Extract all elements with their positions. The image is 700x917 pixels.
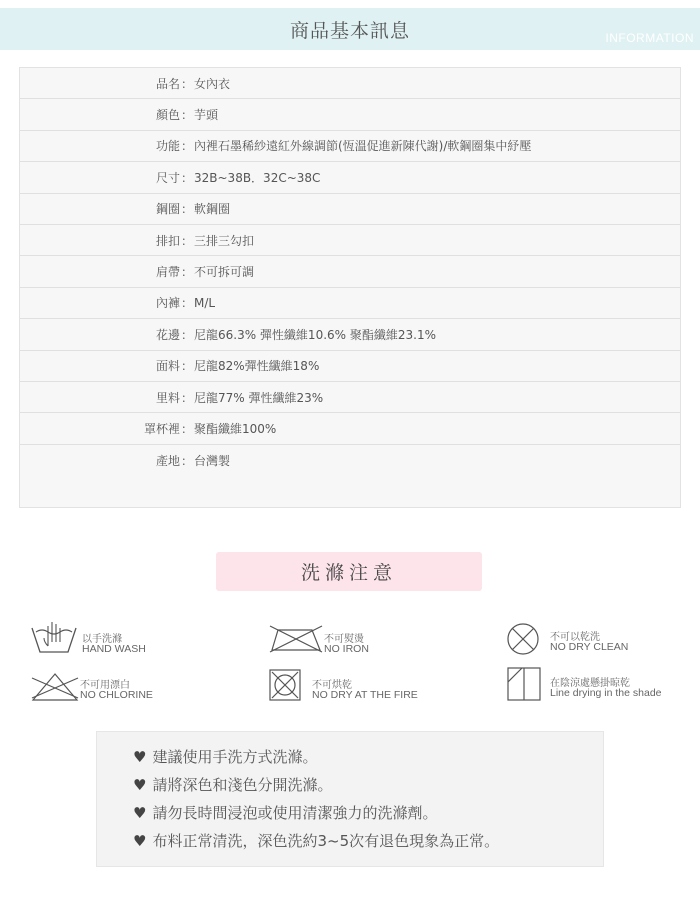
line-dry-shade-icon	[506, 666, 542, 702]
care-no-tumble-dry	[268, 668, 438, 704]
spec-key: 功能	[155, 139, 180, 154]
care-label-zh: 不可用漂白	[80, 680, 130, 691]
spec-row	[20, 194, 680, 225]
wash-note-text: 請勿長時間浸泡或使用清潔強力的洗滌劑。	[152, 804, 438, 822]
wash-note-text: 建議使用手洗方式洗滌。	[152, 748, 318, 766]
section-subtitle: INFORMATION	[605, 31, 694, 45]
spec-key: 排扣	[155, 233, 180, 248]
spec-table	[19, 67, 681, 508]
care-label-en: Line drying in the shade	[550, 687, 662, 699]
wash-title: 洗滌注意	[216, 552, 482, 591]
care-label-zh: 不可以乾洗	[550, 632, 600, 643]
spec-row	[20, 225, 680, 256]
care-hand-wash	[30, 620, 170, 660]
wash-note-text: 請將深色和淺色分開洗滌。	[152, 776, 333, 794]
wash-note	[133, 774, 332, 795]
spec-key: 內褲	[155, 296, 180, 311]
spec-value: 內裡石墨稀紗遠紅外線調節(恆溫促進新陳代謝)/軟鋼圈集中紓壓	[194, 139, 532, 154]
spec-value: 軟鋼圈	[194, 202, 231, 217]
wash-notes-box	[96, 731, 604, 867]
spec-row	[20, 351, 680, 382]
care-label-zh: 不可熨燙	[324, 634, 364, 645]
spec-row	[20, 131, 680, 162]
spec-row	[20, 256, 680, 287]
care-label-en: HAND WASH	[82, 643, 146, 655]
spec-row	[20, 99, 680, 130]
spec-separator: ：	[180, 359, 193, 374]
heart-icon: ♥	[133, 832, 147, 850]
no-chlorine-icon	[30, 672, 80, 702]
spec-separator: ：	[180, 170, 193, 185]
no-dry-clean-icon	[506, 622, 542, 656]
care-label-en: NO DRY AT THE FIRE	[312, 689, 418, 701]
spec-key: 罩杯裡	[143, 421, 180, 436]
spec-value: M/L	[194, 295, 216, 310]
spec-separator: ：	[180, 453, 193, 468]
care-label-zh: 在陰涼處懸掛晾乾	[550, 678, 630, 689]
care-label-zh: 不可烘乾	[312, 680, 352, 691]
spec-row	[20, 413, 680, 444]
spec-value: 台灣製	[194, 453, 231, 468]
spec-separator: ：	[180, 76, 193, 91]
spec-value: 女內衣	[194, 76, 231, 91]
spec-key: 鋼圈	[155, 202, 180, 217]
spec-separator: ：	[180, 108, 193, 123]
spec-value: 不可拆可調	[194, 265, 255, 280]
spec-separator: ：	[180, 233, 193, 248]
spec-row	[20, 319, 680, 350]
spec-value: 尼龍82%彈性纖維18%	[194, 359, 320, 374]
hand-wash-icon	[30, 620, 78, 656]
wash-note	[133, 746, 317, 767]
spec-value: 三排三勾扣	[194, 233, 255, 248]
care-label-zh: 以手洗滌	[82, 634, 122, 645]
spec-key: 花邊	[155, 327, 180, 342]
heart-icon: ♥	[133, 804, 147, 822]
spec-key: 尺寸	[155, 170, 180, 185]
spec-separator: ：	[180, 296, 193, 311]
spec-separator: ：	[180, 421, 193, 436]
spec-row	[20, 162, 680, 193]
no-tumble-dry-icon	[268, 668, 302, 702]
spec-separator: ：	[180, 327, 193, 342]
spec-row	[20, 382, 680, 413]
spec-value: 芋頭	[194, 108, 219, 123]
care-no-iron	[268, 624, 428, 658]
spec-row	[20, 445, 680, 476]
spec-separator: ：	[180, 265, 193, 280]
spec-separator: ：	[180, 139, 193, 154]
section-title: 商品基本訊息	[289, 20, 410, 42]
spec-key: 里料	[155, 390, 180, 405]
care-line-dry-shade	[506, 666, 696, 704]
spec-separator: ：	[180, 202, 193, 217]
spec-separator: ：	[180, 390, 193, 405]
spec-row	[20, 288, 680, 319]
spec-key: 面料	[155, 359, 180, 374]
spec-row	[20, 68, 680, 99]
wash-note	[133, 830, 499, 851]
spec-key: 顏色	[155, 108, 180, 123]
spec-value: 尼龍66.3% 彈性纖維10.6% 聚酯纖維23.1%	[194, 327, 436, 342]
care-label-en: NO IRON	[324, 643, 369, 655]
heart-icon: ♥	[133, 748, 147, 766]
spec-key: 產地	[155, 453, 180, 468]
care-no-chlorine	[30, 672, 190, 706]
wash-note	[133, 802, 437, 823]
spec-value: 聚酯纖維100%	[194, 421, 277, 436]
no-iron-icon	[268, 624, 324, 654]
spec-key: 肩帶	[155, 265, 180, 280]
care-label-en: NO DRY CLEAN	[550, 641, 629, 653]
spec-value: 尼龍77% 彈性纖維23%	[194, 390, 324, 405]
spec-value: 32B~38B．32C~38C	[194, 170, 321, 185]
care-label-en: NO CHLORINE	[80, 689, 153, 701]
care-no-dry-clean	[506, 622, 686, 656]
spec-row-empty	[20, 476, 680, 507]
heart-icon: ♥	[133, 776, 147, 794]
spec-key: 品名	[155, 76, 180, 91]
wash-note-text: 布料正常清洗，深色洗約3~5次有退色現象為正常。	[152, 832, 500, 850]
